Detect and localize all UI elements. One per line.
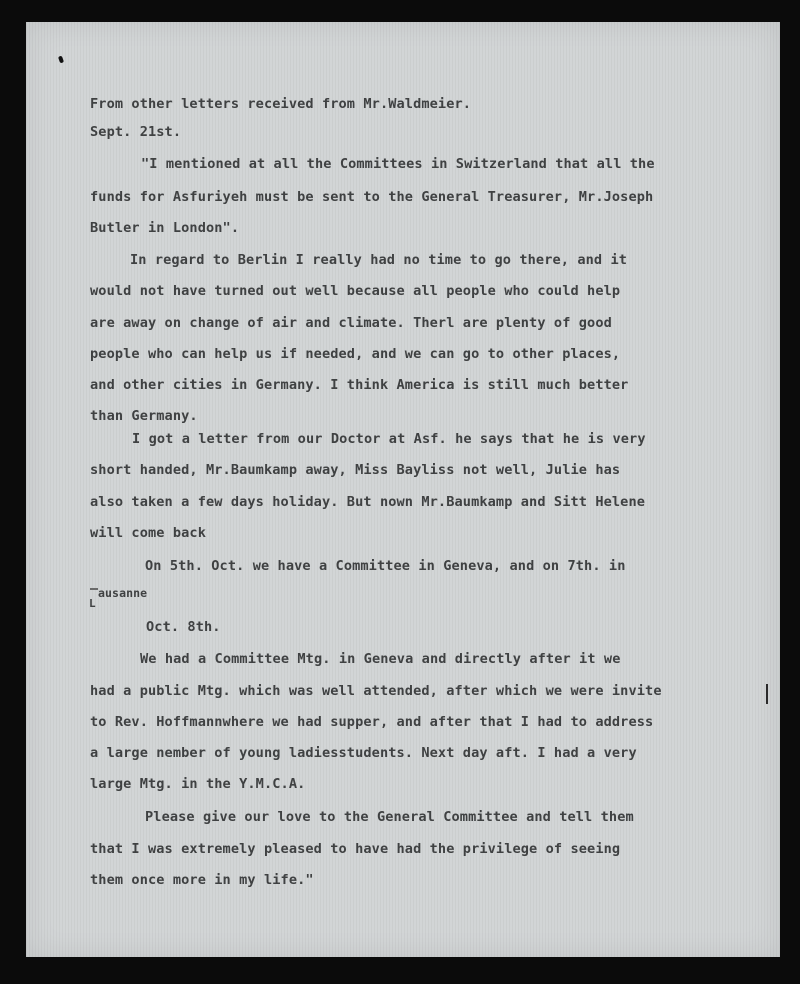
text-line: than Germany.: [90, 408, 198, 424]
text-line: short handed, Mr.Baumkamp away, Miss Bayliss not well, Julie has: [90, 462, 621, 478]
text-line: and other cities in Germany. I think America is still much better: [90, 377, 629, 393]
text-line: are away on change of air and climate. Therl are plenty of good: [90, 315, 612, 331]
punch-hole-mark: [58, 56, 64, 64]
typed-page: [26, 22, 780, 957]
letter-heading: From other letters received from Mr.Waldmeier.: [90, 96, 472, 112]
text-line: to Rev. Hoffmannwhere we had supper, and after that I had to address: [90, 714, 654, 730]
text-line: had a public Mtg. which was well attended, after which we were invite: [90, 683, 662, 699]
text-line: We had a Committee Mtg. in Geneva and directly after it we: [140, 651, 621, 667]
text-line: people who can help us if needed, and we can go to other places,: [90, 346, 621, 362]
text-line: "I mentioned at all the Committees in Switzerland that all the: [141, 156, 655, 172]
text-line: will come back: [90, 525, 206, 541]
text-line: ausanne: [98, 586, 148, 600]
text-line: On 5th. Oct. we have a Committee in Geneva, and on 7th. in: [145, 558, 626, 574]
date-oct-8: Oct. 8th.: [146, 619, 221, 635]
text-line: that I was extremely pleased to have had the privilege of seeing: [90, 841, 621, 857]
margin-mark: [90, 588, 98, 590]
text-line: funds for Asfuriyeh must be sent to the General Treasurer, Mr.Joseph: [90, 189, 654, 205]
text-line: also taken a few days holiday. But nown Mr.Baumkamp and Sitt Helene: [90, 494, 646, 510]
text-line: them once more in my life.": [90, 872, 314, 888]
text-line: I got a letter from our Doctor at Asf. he says that he is very: [132, 431, 646, 447]
text-line: a large nember of young ladiesstudents. Next day aft. I had a very: [90, 745, 637, 761]
date-sept-21: Sept. 21st.: [90, 124, 182, 140]
text-line: Please give our love to the General Committee and tell them: [145, 809, 634, 825]
margin-bar: [766, 684, 768, 704]
text-line: would not have turned out well because all people who could help: [90, 283, 621, 299]
margin-letter: L: [89, 597, 96, 610]
text-line: large Mtg. in the Y.M.C.A.: [90, 776, 306, 792]
text-line: Butler in London".: [90, 220, 240, 236]
text-line: In regard to Berlin I really had no time to go there, and it: [130, 252, 628, 268]
